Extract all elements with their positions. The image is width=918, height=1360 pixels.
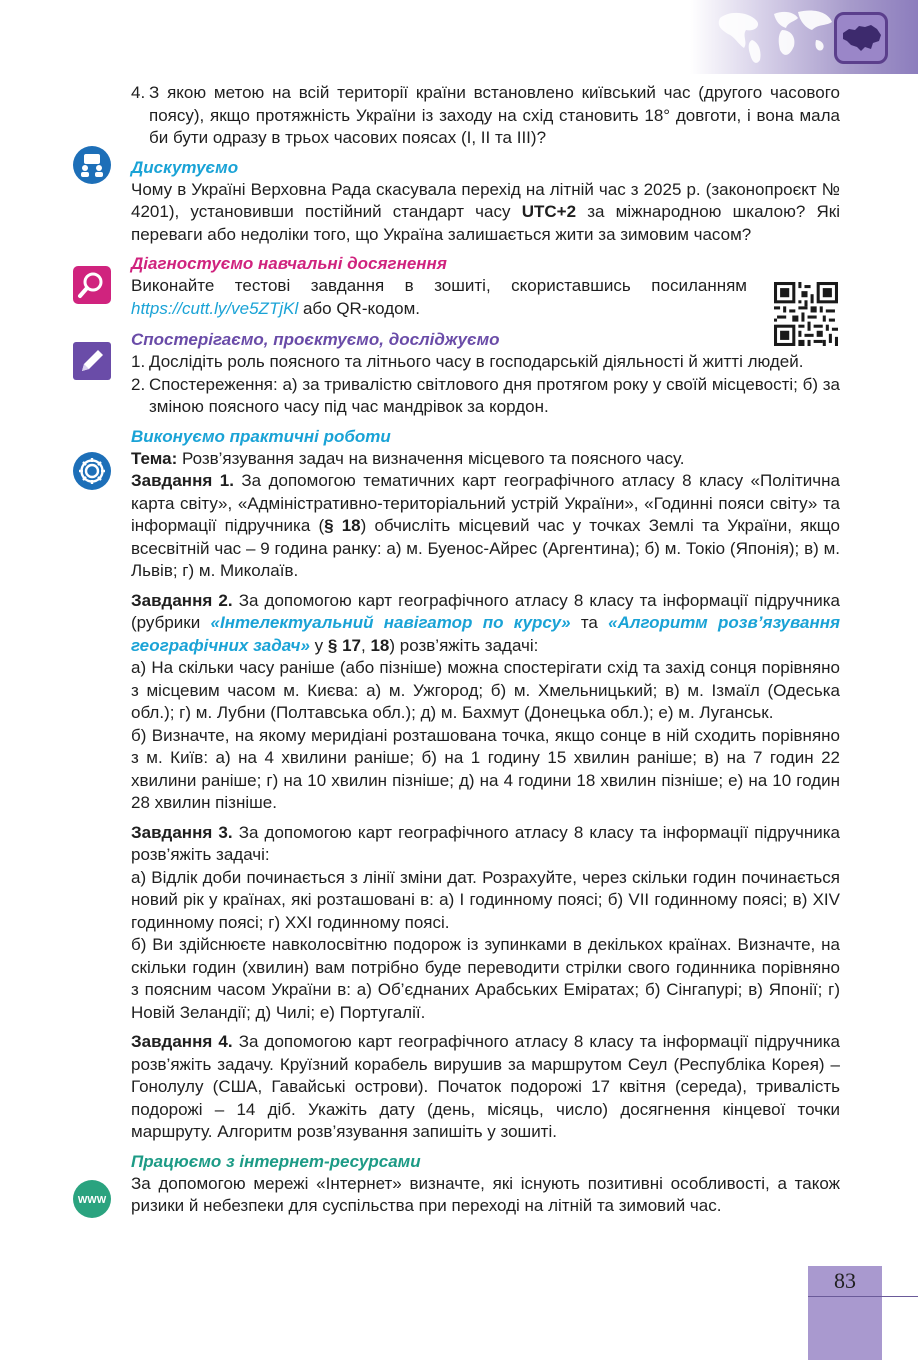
discussion-people-icon xyxy=(73,146,111,184)
practical-topic: Тема: Розв’язування задач на визначення місцевого та поясного часу. xyxy=(131,448,685,468)
task-2: Завдання 2. За допомогою карт географічного атласу 8 класу та інформації підручника (рубрики «Інтелектуальний навігатор по курсу» та «Алгоритм розв’язування географічних задач» у § 17, 18) розв’яжіть задачі: xyxy=(131,590,840,655)
observe-item-1: 1. Дослідіть роль поясного та літнього часу в господарській діяльності й житті людей. xyxy=(131,352,804,371)
page-content xyxy=(131,82,840,1218)
observe-item-2: 2. Спостереження: а) за тривалістю світлового дня протягом року у своїй місцевості; б) за зміною поясного часу під час мандрівок за кордон. xyxy=(131,374,840,416)
diagnose-text: Виконайте тестові завдання в зошиті, скориставшись посиланням https://cutt.ly/ve5ZTjKl або QR-кодом. xyxy=(131,276,747,318)
task-2-a: а) На скільки часу раніше (або пізніше) можна спостерігати схід та захід сонця порівняно з місцевим часом м. Києва: а) м. Ужгород; б) м. Хмельницький; в) м. Ізмаїл (Одеська обл.); г) м. Лубни (Полтавська обл.); д) м. Бахмут (Донецька обл.); е) м. Луганськ. xyxy=(131,658,840,722)
internet-text: За допомогою мережі «Інтернет» визначте, які існують позитивні особливості, а також ризики й небезпеки для суспільства при переході на літній та зимовий час. xyxy=(131,1173,840,1215)
question-4-text: З якою метою на всій території країни встановлено київський час (другого часового поясу), якщо протяжність України із заходу на схід становить 18° довготи, і вона мала би бути одразу в трьох часових поясах (I, II та III)? xyxy=(149,83,840,147)
internet-title: Працюємо з інтернет-ресурсами xyxy=(131,1151,421,1171)
ukraine-map-icon xyxy=(841,21,883,57)
pencil-icon xyxy=(73,342,111,380)
task-3-a: а) Відлік доби починається з лінії зміни дат. Розрахуйте, через скільки годин починається новий рік у країнах, які розташовані в: а) I годинному поясі; б) VII годинному поясі; в) XIV годинному поясі; г) XXI годинному поясі. xyxy=(131,867,840,932)
discuss-title: Дискутуємо xyxy=(131,157,239,177)
utc-label: UTC+2 xyxy=(521,202,577,221)
practical-title: Виконуємо практичні роботи xyxy=(131,426,391,446)
diagnose-title: Діагностуємо навчальні досягнення xyxy=(131,254,447,273)
observe-title: Спостерігаємо, проєктуємо, досліджуємо xyxy=(131,330,500,349)
task-1: Завдання 1. За допомогою тематичних карт географічного атласу 8 класу «Політична карта світу», «Адміністративно-територіальний устрій України», «Годинні пояси світу» та інформації підручника (§ 18) обчисліть місцевий час у точках Землі та України, якщо всесвітній час – 9 година ранку: а) м. Буенос-Айрес (Аргентина); б) м. Токіо (Японія); в) м. Львів; г) м. Миколаїв. xyxy=(131,471,840,580)
gear-icon xyxy=(73,452,111,490)
www-icon xyxy=(73,1180,111,1218)
task-4: Завдання 4. За допомогою карт географічного атласу 8 класу та інформації підручника розв’яжіть задачу. Круїзний корабель вирушив за маршрутом Сеул (Республіка Корея) – Гонолулу (США, Гавайські острови). Початок подорожі 17 квітня (середа), тривалість подорожі – 14 діб. Укажіть дату (день, місяць, число) досягнення кінцевої точки маршруту. Алгоритм розв’язування запишіть у зошиті. xyxy=(131,1032,840,1141)
magnifier-icon xyxy=(73,266,111,304)
ukraine-map-badge xyxy=(834,12,888,64)
question-4 xyxy=(131,82,840,150)
www-label: WWW xyxy=(77,1195,107,1206)
task-2-b: б) Визначте, на якому меридіані розташована точка, якщо сонце в ній сходить порівняно з м. Київ: а) на 4 хвилини раніше; б) на 1 годину 15 хвилин раніше; в) на 7 годин 22 хвилини раніше; г) на 10 хвилин пізніше; д) на 4 години 18 хвилин пізніше; е) на 10 годин 28 хвилин пізніше. xyxy=(131,725,840,812)
test-link[interactable]: https://cutt.ly/ve5ZTjKl xyxy=(131,298,299,318)
task-3: Завдання 3. За допомогою карт географічного атласу 8 класу та інформації підручника розв’яжіть задачі: xyxy=(131,822,840,864)
page-number: 83 xyxy=(834,1268,856,1293)
discuss-text: Чому в Україні Верховна Рада скасувала перехід на літній час з 2025 р. (законопроєкт № 4201), установивши постійний стандарт часу UTC+2 за міжнародною шкалою? Які переваги або недоліки того, що Україна залишається жити за зимовим часом? xyxy=(131,179,840,244)
question-4-number: 4. xyxy=(131,83,146,102)
task-3-b: б) Ви здійснюєте навколосвітню подорож із зупинками в декількох країнах. Визначте, на скільки годин (хвилин) вам потрібно буде переводити стрілки свого годинника порівняно з поясним часом України в: а) Об’єднаних Арабських Еміратах; б) Сінгапурі; в) Японії; г) Новій Зеландії; д) Чилі; е) Португалії. xyxy=(131,935,840,1022)
page-rule xyxy=(808,1296,918,1297)
